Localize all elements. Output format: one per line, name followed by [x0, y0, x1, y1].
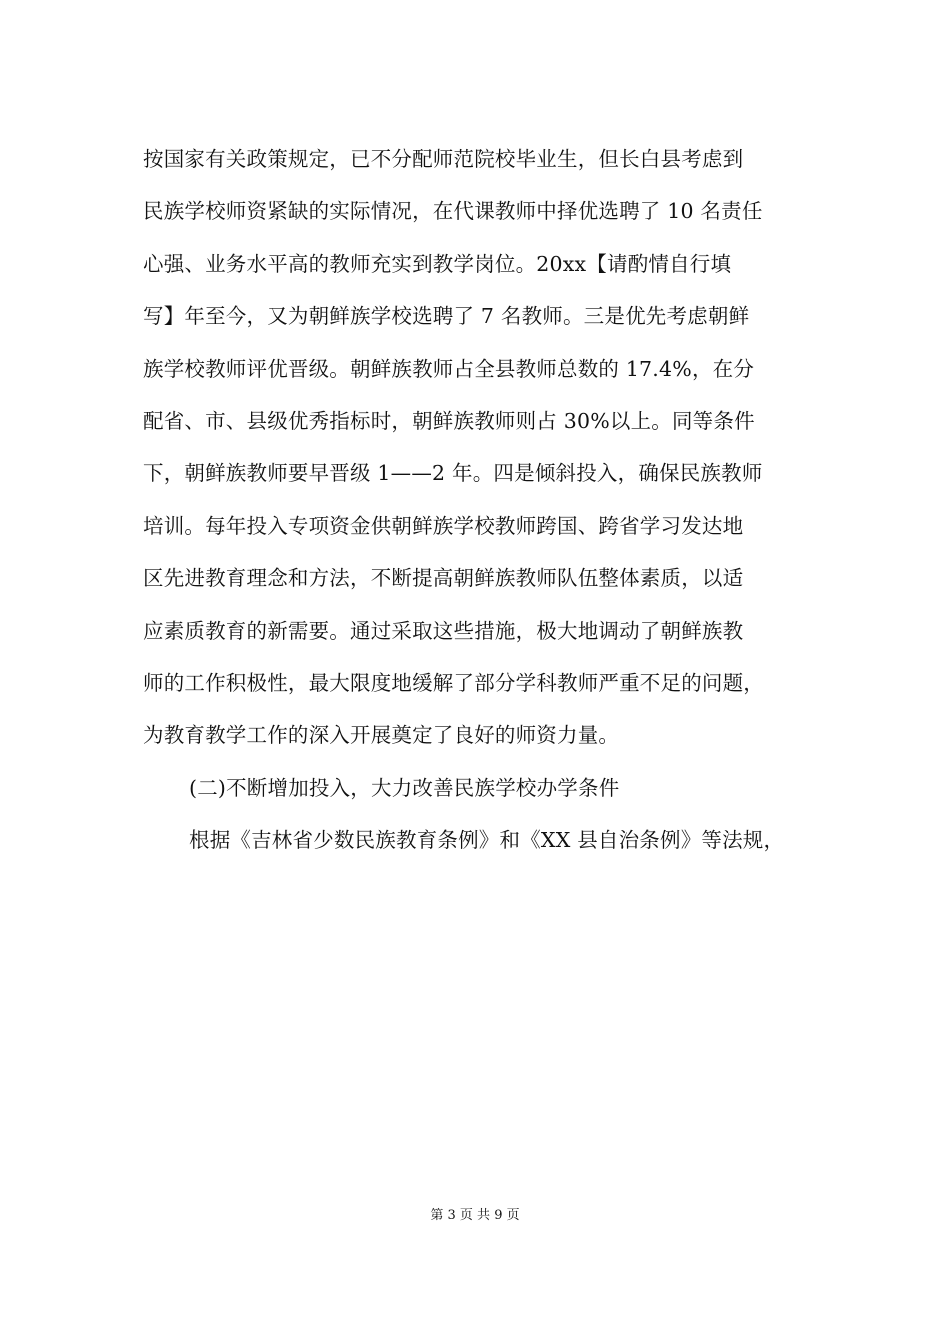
paragraph-line: 培训。每年投入专项资金供朝鲜族学校教师跨国、跨省学习发达地 [143, 513, 744, 538]
paragraph-line: 族学校教师评优晋级。朝鲜族教师占全县教师总数的 17.4%，在分 [143, 356, 755, 381]
paragraph-line: 民族学校师资紧缺的实际情况，在代课教师中择优选聘了 10 名责任 [143, 199, 763, 224]
paragraph-line: 配省、市、县级优秀指标时，朝鲜族教师则占 30%以上。同等条件 [143, 408, 755, 433]
paragraph-line: 区先进教育理念和方法，不断提高朝鲜族教师队伍整体素质，以适 [143, 566, 744, 591]
paragraph-line: 师的工作积极性，最大限度地缓解了部分学科教师严重不足的问题， [143, 670, 764, 695]
paragraph-line: 心强、业务水平高的教师充实到教学岗位。20xx【请酌情自行填 [143, 251, 732, 276]
paragraph-line: 按国家有关政策规定，已不分配师范院校毕业生，但长白县考虑到 [143, 147, 744, 171]
page-footer: 第 3 页 共 9 页 [430, 1208, 520, 1223]
paragraph-line: 应素质教育的新需要。通过采取这些措施，极大地调动了朝鲜族教 [143, 618, 744, 643]
paragraph-line: 根据《吉林省少数民族教育条例》和《XX 县自治条例》等法规， [189, 828, 785, 853]
paragraph-line: 写】年至今，又为朝鲜族学校选聘了 7 名教师。三是优先考虑朝鲜 [143, 304, 750, 329]
document-body [143, 133, 823, 866]
section-heading: (二)不断增加投入，大力改善民族学校办学条件 [189, 775, 620, 800]
paragraph-line: 下，朝鲜族教师要早晋级 1——2 年。四是倾斜投入，确保民族教师 [143, 461, 763, 486]
paragraph-line: 为教育教学工作的深入开展奠定了良好的师资力量。 [143, 723, 620, 748]
